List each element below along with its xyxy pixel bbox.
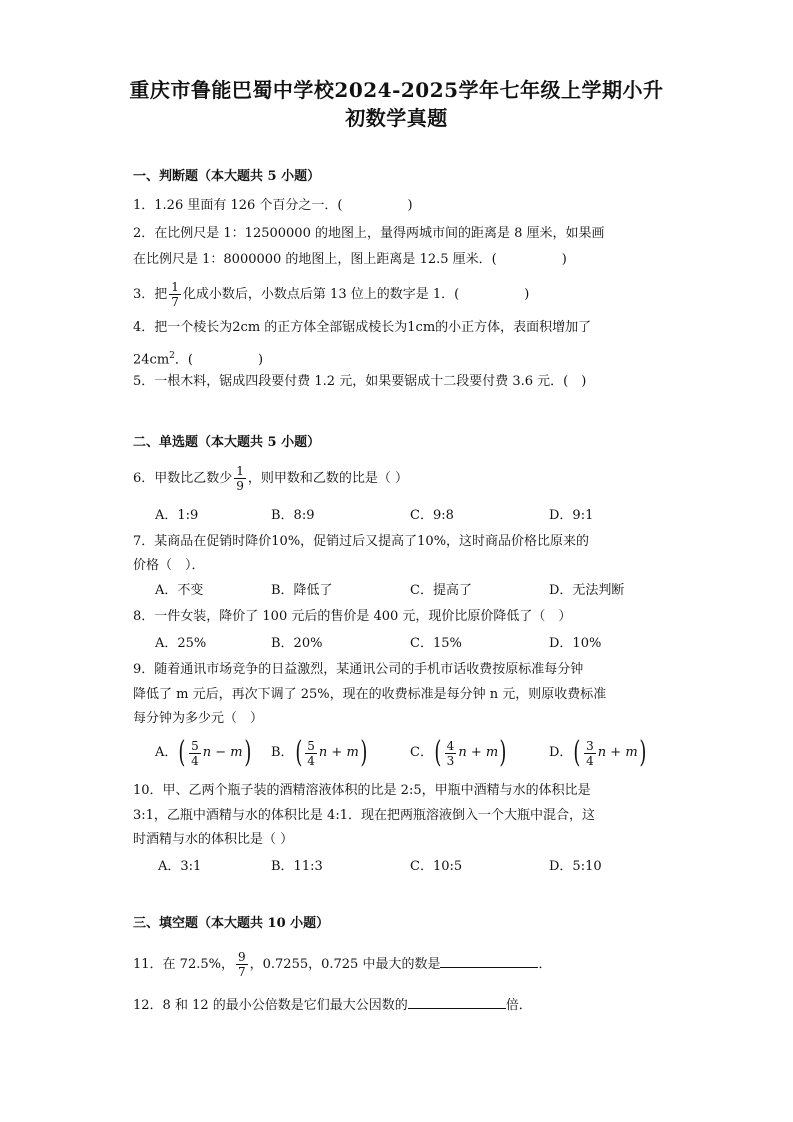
option-b: B．降低了 bbox=[271, 583, 333, 598]
fraction-one-ninth: $\frac{1}{9}$ bbox=[236, 464, 244, 493]
option-b: B．8:9 bbox=[271, 508, 315, 523]
fraction-five-fourths: $\frac{5}{4}$ bbox=[191, 738, 199, 768]
option-a: A．不变 bbox=[155, 583, 204, 598]
question-9-line1: 9．随着通讯市场竞争的日益激烈，某通讯公司的手机市话收费按原标准每分钟 bbox=[133, 662, 584, 677]
section-heading-fill-blank: 三、填空题（本大题共 10 小题） bbox=[133, 916, 330, 931]
question-11: 11．在 72.5%， $\frac{9}{7}$ ，0.7255，0.725 中最大的数是 ． bbox=[133, 950, 552, 979]
question-8: 8．一件女装，降价了 100 元后的售价是 400 元，现价比原价降低了（ ） bbox=[133, 609, 572, 624]
option-a: A． ( $\frac{5}{4}$ n − m ) bbox=[155, 735, 251, 770]
answer-blank[interactable] bbox=[408, 994, 506, 1009]
option-c: C． ( $\frac{4}{3}$ n + m ) bbox=[410, 735, 507, 770]
question-10-line1: 10．甲、乙两个瓶子装的酒精溶液体积的比是 2:5，甲瓶中酒精与水的体积比是 bbox=[133, 783, 591, 798]
option-d: D．无法判断 bbox=[549, 583, 625, 598]
question-5: 5．一根木料，锯成四段要付费 1.2 元，如果要锯成十二段要付费 3.6 元．( ) bbox=[133, 374, 587, 389]
question-12: 12．8 和 12 的最小公倍数是它们最大公因数的 倍． bbox=[133, 994, 532, 1016]
question-7-line1: 7．某商品在促销时降价10%，促销过后又提高了10%，这时商品价格比原来的 bbox=[133, 534, 590, 549]
option-d: D．5:10 bbox=[549, 859, 602, 874]
section-heading-judgement: 一、判断题（本大题共 5 小题） bbox=[133, 169, 321, 184]
question-1: 1．1.26 里面有 126 个百分之一．( ) bbox=[133, 198, 413, 213]
question-3-prefix: 3．把 bbox=[133, 287, 168, 302]
option-d: D． ( $\frac{3}{4}$ n + m ) bbox=[549, 735, 647, 770]
option-b: B． ( $\frac{5}{4}$ n + m ) bbox=[271, 735, 368, 770]
answer-blank[interactable] bbox=[440, 953, 538, 968]
fraction-three-fourths: $\frac{3}{4}$ bbox=[586, 738, 594, 768]
option-c: C．提高了 bbox=[410, 583, 472, 598]
option-b: B．11:3 bbox=[271, 859, 323, 874]
question-4-line1: 4．把一个棱长为2cm 的正方体全部锯成棱长为1cm的小正方体，表面积增加了 bbox=[133, 320, 592, 335]
question-2-line2: 在比例尺是 1：8000000 的地图上，图上距离是 12.5 厘米．( ) bbox=[133, 252, 567, 267]
question-6: 6．甲数比乙数少 $\frac{1}{9}$ ，则甲数和乙数的比是（ ） bbox=[133, 464, 409, 493]
question-3-suffix: 化成小数后，小数点后第 13 位上的数字是 1．( ) bbox=[182, 287, 530, 302]
document-title-line1: 重庆市鲁能巴蜀中学校2024-2025学年七年级上学期小升 bbox=[129, 78, 664, 102]
option-b: B．20% bbox=[271, 636, 323, 651]
fraction-four-thirds: $\frac{4}{3}$ bbox=[446, 738, 455, 768]
option-a: A．1:9 bbox=[155, 508, 199, 523]
option-d: D．9:1 bbox=[549, 508, 594, 523]
question-10-line3: 时酒精与水的体积比是（ ） bbox=[133, 832, 294, 847]
question-9-line2: 降低了 m 元后，再次下调了 25%，现在的收费标准是每分钟 n 元，则原收费标准 bbox=[133, 687, 607, 702]
option-a: A．25% bbox=[155, 636, 207, 651]
question-2-line1: 2．在比例尺是 1：12500000 的地图上，量得两城市间的距离是 8 厘米，如果画 bbox=[133, 226, 605, 241]
question-7-line2: 价格（ ）． bbox=[133, 558, 205, 573]
option-c: C．15% bbox=[410, 636, 462, 651]
question-3 bbox=[133, 280, 529, 309]
fraction-one-seventh: $\frac{1}{7}$ bbox=[171, 280, 179, 309]
option-c: C．9:8 bbox=[410, 508, 454, 523]
question-10-line2: 3:1，乙瓶中酒精与水的体积比是 4:1．现在把两瓶溶液倒入一个大瓶中混合，这 bbox=[133, 808, 595, 823]
fraction-nine-sevenths: $\frac{9}{7}$ bbox=[237, 950, 246, 979]
document-title-line2: 初数学真题 bbox=[345, 106, 448, 130]
question-4-line2: $24cm^2$．( ) bbox=[133, 351, 264, 368]
question-9-line3: 每分钟为多少元（ ） bbox=[133, 711, 264, 726]
fraction-five-fourths: $\frac{5}{4}$ bbox=[307, 738, 315, 768]
option-d: D．10% bbox=[549, 636, 602, 651]
option-a: A．3:1 bbox=[158, 859, 202, 874]
section-heading-single-choice: 二、单选题（本大题共 5 小题） bbox=[133, 435, 321, 450]
option-c: C．10:5 bbox=[410, 859, 463, 874]
